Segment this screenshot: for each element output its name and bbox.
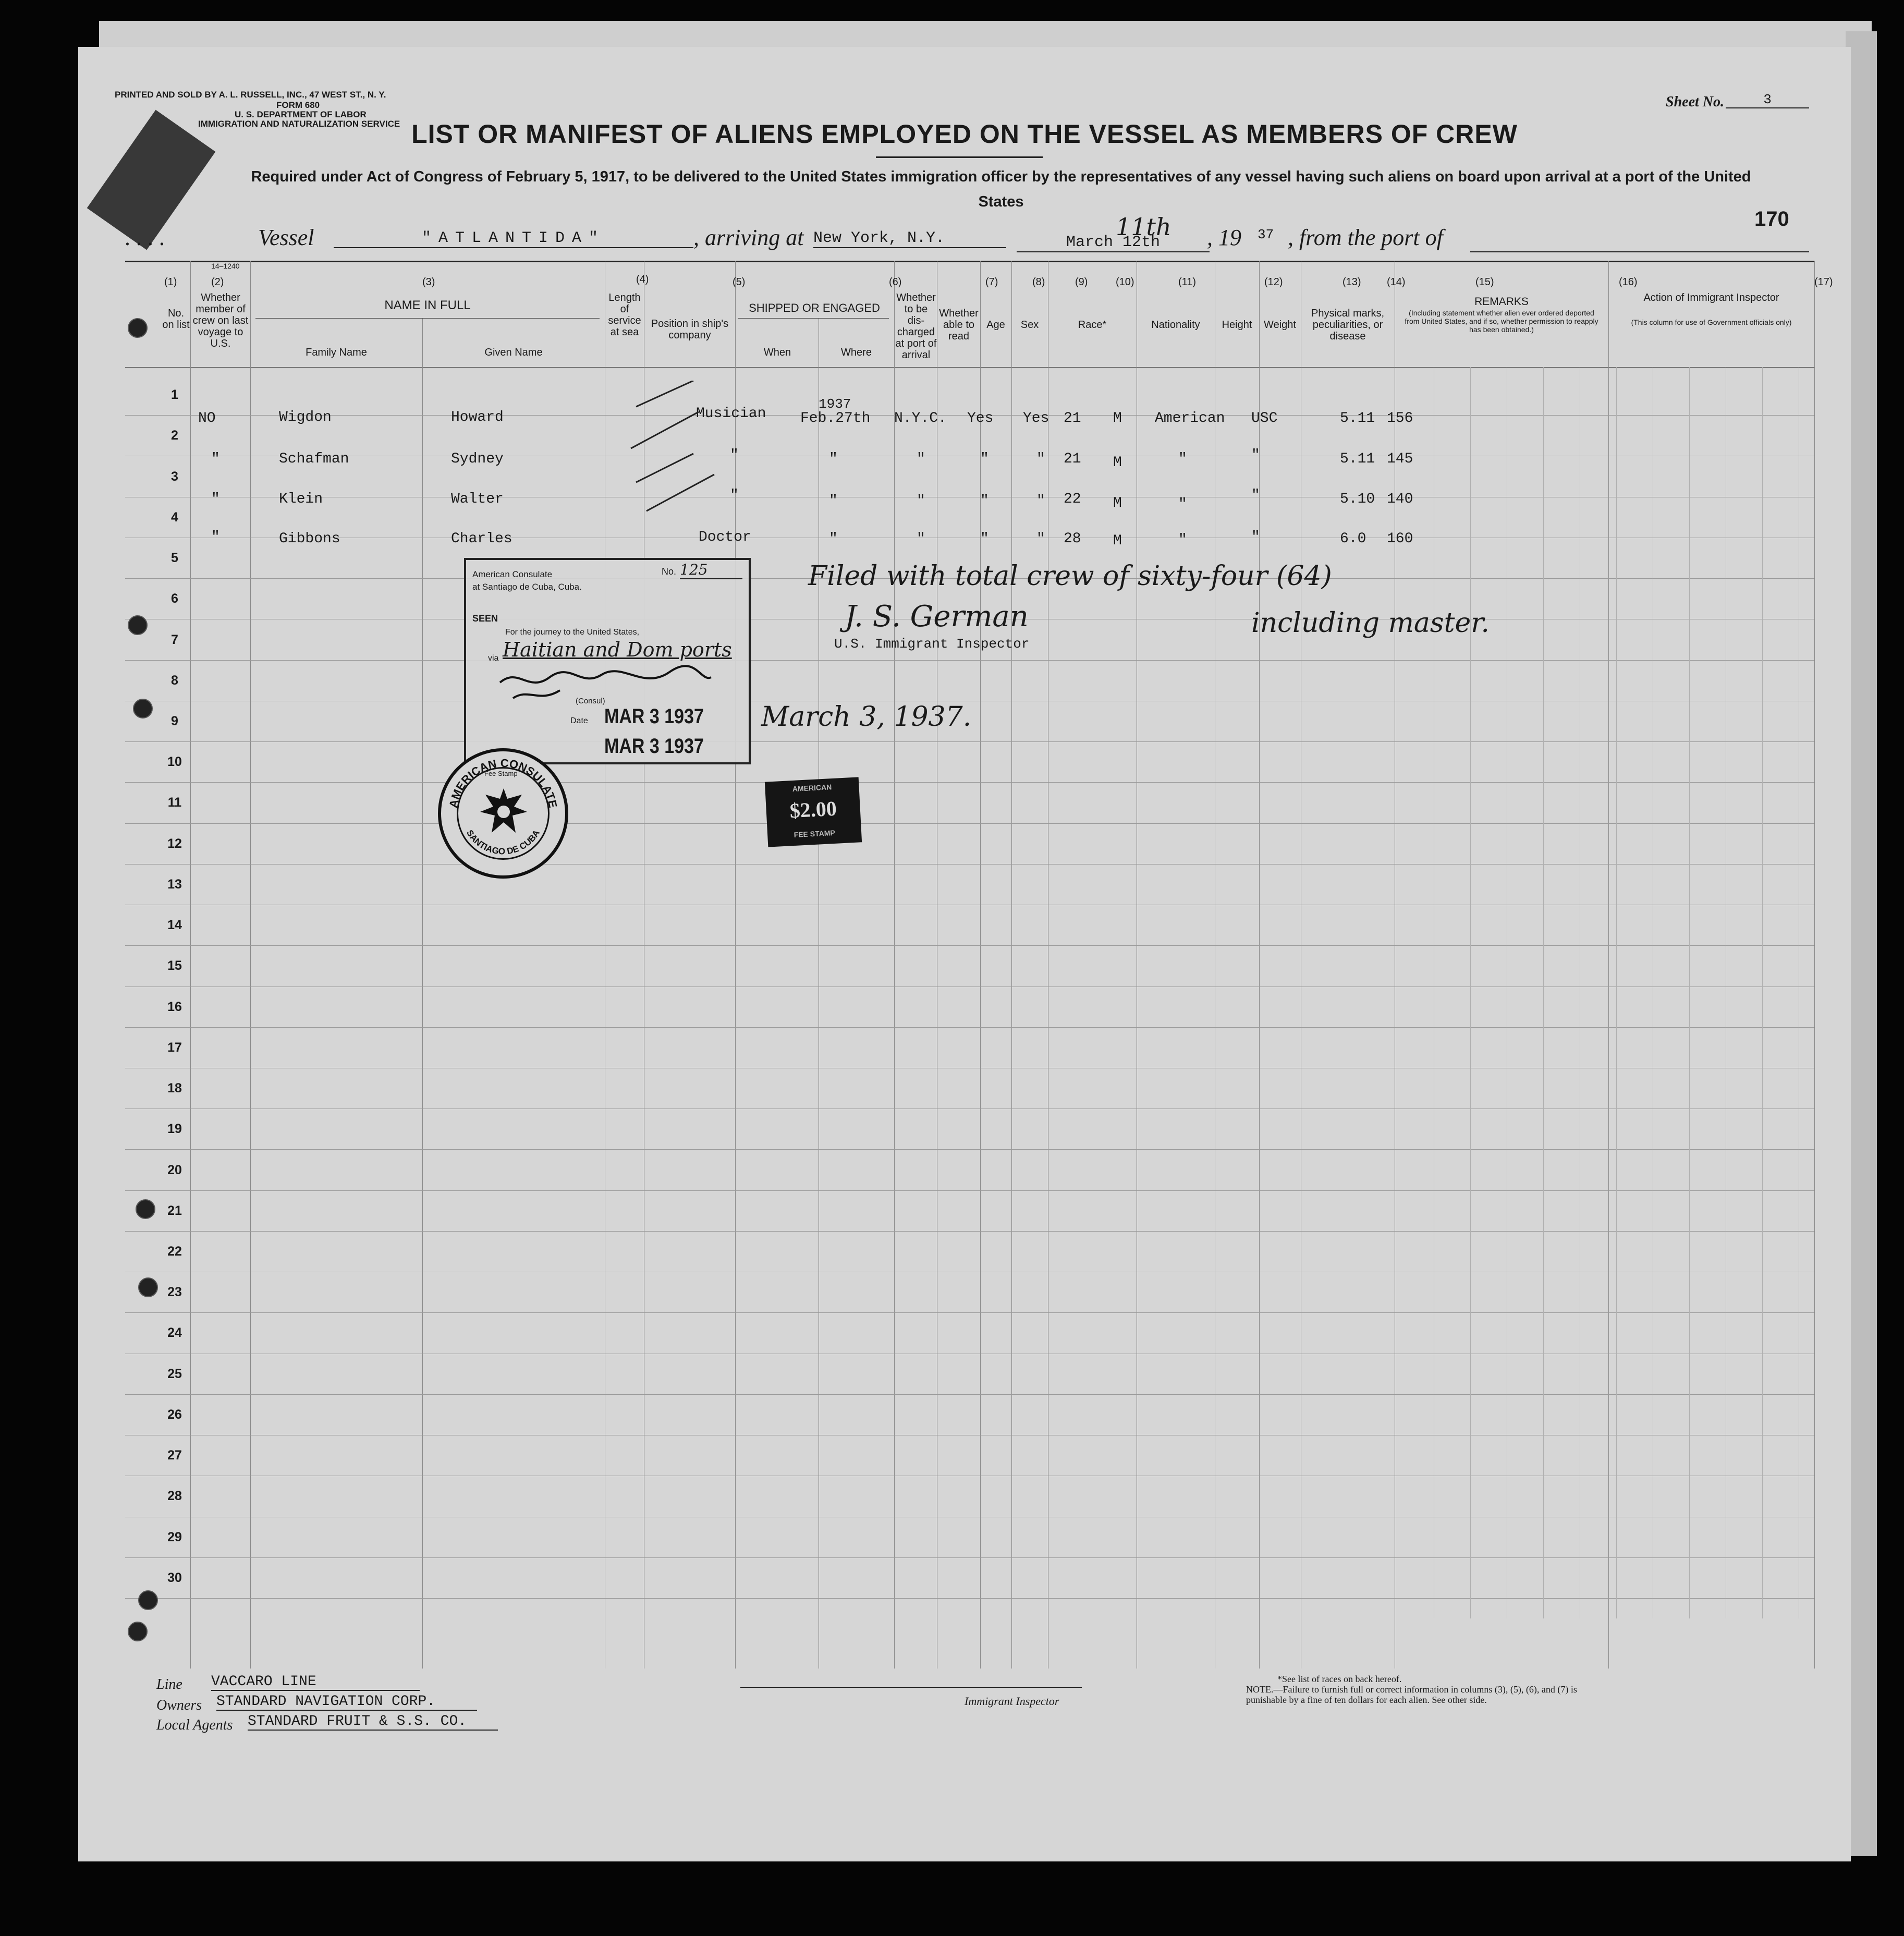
- row-2-where: ": [917, 451, 925, 467]
- from-port-label: , from the port of: [1288, 225, 1443, 250]
- header-able-to-read: Whether able to read: [939, 308, 979, 342]
- row-number: 3: [171, 469, 178, 484]
- column-number: (11): [1178, 276, 1197, 288]
- row-2-family-name: Schafman: [279, 451, 349, 467]
- grid-line: [1689, 367, 1690, 1618]
- row-4-last-voyage: ": [211, 529, 220, 545]
- header-shipped-engaged: SHIPPED OR ENGAGED: [749, 301, 880, 314]
- year-suffix: 37: [1258, 227, 1274, 242]
- row-3-family-name: Klein: [279, 491, 323, 507]
- column-number: (7): [985, 276, 998, 288]
- col-divider: [1608, 261, 1609, 1669]
- consulate-location: at Santiago de Cuba, Cuba.: [472, 582, 582, 592]
- row-number: 7: [171, 632, 178, 647]
- row-3-position: ": [730, 488, 739, 504]
- header-name-in-full: NAME IN FULL: [384, 298, 471, 312]
- row-rule: [125, 1312, 1814, 1313]
- col-divider: [1011, 261, 1012, 1669]
- row-1-weight: 156: [1387, 410, 1413, 427]
- row-3-last-voyage: ": [211, 491, 220, 507]
- row-2-discharged: ": [980, 451, 989, 467]
- row-rule: [125, 1557, 1814, 1558]
- printer-line: PRINTED AND SOLD BY A. L. RUSSELL, INC., 47 WEST ST., N. Y.: [115, 90, 386, 100]
- arriving-port: New York, N.Y.: [813, 229, 1006, 248]
- row-1-when: Feb.27th: [800, 410, 871, 427]
- row-number: 14: [167, 918, 182, 932]
- row-1-when-year: 1937: [819, 396, 851, 412]
- header-age: Age: [986, 319, 1005, 331]
- row-3-sex: M: [1113, 495, 1122, 512]
- arrival-date: March 12th: [1017, 234, 1210, 252]
- row-3-when: ": [829, 493, 838, 509]
- row-number: 23: [167, 1285, 182, 1299]
- arrival-date-correction: 11th: [1116, 213, 1171, 241]
- header-family-name: Family Name: [306, 347, 367, 358]
- row-number: 6: [171, 591, 178, 606]
- penalty-note: NOTE.—Failure to furnish full or correct information in columns (3), (5), (6), and (7) is punishable by a fine of ten dollars for each alien. See other side.: [1246, 1684, 1577, 1705]
- row-3-where: ": [917, 493, 925, 509]
- row-1-last-voyage: NO: [198, 410, 216, 427]
- row-2-when: ": [829, 451, 838, 467]
- row-rule: [125, 741, 1814, 742]
- row-number: 10: [167, 754, 182, 769]
- row-4-given-name: Charles: [451, 531, 512, 547]
- row-3-given-name: Walter: [451, 491, 504, 507]
- header-sex: Sex: [1020, 319, 1039, 331]
- service-line: IMMIGRATION AND NATURALIZATION SERVICE: [198, 119, 400, 129]
- department-line: U. S. DEPARTMENT OF LABOR: [235, 109, 367, 119]
- row-rule: [125, 1231, 1814, 1232]
- row-number: 26: [167, 1407, 182, 1422]
- header-no-on-list: No. on list: [162, 308, 190, 331]
- vessel-dots: . . . .: [125, 225, 165, 250]
- eagle-icon: [475, 783, 532, 841]
- row-rule: [125, 1149, 1814, 1150]
- row-number: 5: [171, 551, 178, 565]
- col-divider: [1814, 261, 1815, 1669]
- header-discharged: Whether to be dis-charged at port of arrival: [895, 292, 937, 361]
- sheet-number-value: 3: [1726, 92, 1809, 108]
- column-number: (17): [1814, 276, 1833, 288]
- row-1-able-to-read: Yes: [1023, 410, 1049, 427]
- row-number: 19: [167, 1122, 182, 1136]
- consul-signature: [497, 662, 716, 703]
- row-2-nationality: ": [1251, 447, 1260, 464]
- row-rule: [125, 1027, 1814, 1028]
- binder-hole: [138, 1277, 158, 1297]
- row-number: 17: [167, 1040, 182, 1055]
- binder-hole: [128, 1622, 148, 1641]
- consulate-seal: [438, 748, 568, 879]
- column-number: (15): [1475, 276, 1494, 288]
- vessel-label: Vessel: [258, 225, 314, 250]
- row-4-age: 28: [1064, 531, 1081, 547]
- vessel-name: "ATLANTIDA": [334, 229, 693, 248]
- row-number: 29: [167, 1530, 182, 1544]
- row-4-discharged: ": [980, 531, 989, 547]
- col-divider: [894, 261, 895, 1669]
- row-number: 8: [171, 673, 178, 688]
- row-4-when: ": [829, 531, 838, 547]
- consul-label: (Consul): [576, 697, 605, 705]
- fee-stamp-bottom: FEE STAMP: [794, 828, 836, 839]
- row-2-given-name: Sydney: [451, 451, 504, 467]
- header-length-of-service: Length of service at sea: [608, 292, 641, 338]
- header-inspector-action-note: (This column for use of Government officials only): [1631, 318, 1792, 326]
- sheet-number-label: Sheet No.: [1666, 94, 1724, 110]
- crew-total-note: Filed with total crew of sixty-four (64): [808, 561, 1332, 592]
- row-4-nationality: ": [1251, 529, 1260, 545]
- row-1-age: 21: [1064, 410, 1081, 427]
- col-divider: [250, 261, 251, 1669]
- row-number: 13: [167, 877, 182, 892]
- row-number: 24: [167, 1325, 182, 1340]
- row-1-sex: M: [1113, 410, 1122, 427]
- consulate-office: American Consulate: [472, 569, 553, 579]
- row-number: 1: [171, 387, 178, 402]
- date-stamp-2: MAR 3 1937: [604, 735, 704, 758]
- date-handwritten: March 3, 1937.: [761, 701, 972, 733]
- column-number: (1): [164, 276, 177, 288]
- header-bottom-rule: [125, 367, 1814, 368]
- row-1-nationality: USC: [1251, 410, 1278, 427]
- row-1-position: Musician: [696, 406, 766, 422]
- col-divider: [1259, 261, 1260, 1669]
- row-1-height: 5.11: [1340, 410, 1375, 427]
- row-2-sex: M: [1113, 455, 1122, 471]
- header-given-name: Given Name: [484, 347, 543, 358]
- header-physical-marks: Physical marks, peculiarities, or disease: [1311, 308, 1385, 342]
- row-4-weight: 160: [1387, 531, 1413, 547]
- form-number: FORM 680: [276, 100, 320, 110]
- fee-stamp-top: AMERICAN: [792, 783, 832, 794]
- row-2-height: 5.11: [1340, 451, 1375, 467]
- consulate-no-value: 125: [680, 561, 742, 579]
- binder-hole: [136, 1199, 155, 1219]
- row-number: 15: [167, 958, 182, 973]
- seal-inner-ring: [457, 767, 550, 860]
- line-label: Line: [156, 1676, 182, 1693]
- binder-hole: [128, 615, 148, 635]
- header-when: When: [763, 347, 791, 358]
- crew-total-note-line2: including master.: [1251, 607, 1490, 639]
- row-number: 25: [167, 1367, 182, 1381]
- row-3-height: 5.10: [1340, 491, 1375, 507]
- col-divider: [980, 261, 981, 1669]
- header-race: Race*: [1078, 319, 1107, 331]
- row-4-race: ": [1178, 532, 1187, 548]
- row-rule: [125, 1190, 1814, 1191]
- col-divider: [422, 318, 423, 1669]
- row-3-discharged: ": [980, 493, 989, 509]
- row-3-able-to-read: ": [1036, 493, 1045, 509]
- col-divider: [190, 261, 191, 1669]
- row-rule: [125, 823, 1814, 824]
- binder-hole: [133, 699, 153, 719]
- header-position: Position in ship's company: [651, 318, 729, 341]
- binder-hole: [138, 1590, 158, 1610]
- row-1-discharged: Yes: [967, 410, 994, 427]
- row-3-nationality: ": [1251, 488, 1260, 504]
- binder-hole: [128, 318, 148, 338]
- grid-line: [1470, 367, 1471, 1618]
- seal-inner-text: Fee Stamp: [484, 770, 518, 777]
- via-value: Haitian and Dom ports: [503, 638, 732, 661]
- column-number: (10): [1116, 276, 1134, 288]
- year-prefix: , 19: [1207, 225, 1241, 250]
- grid-line: [1762, 367, 1763, 1618]
- row-2-position: ": [730, 447, 739, 464]
- row-number: 2: [171, 428, 178, 443]
- svg-text:AMERICAN CONSULATE: AMERICAN CONSULATE: [446, 756, 560, 809]
- column-number: (5): [733, 276, 746, 288]
- column-number: (14): [1387, 276, 1406, 288]
- line-value: VACCARO LINE: [211, 1674, 420, 1691]
- column-number: (2): [211, 276, 224, 288]
- row-rule: [125, 1394, 1814, 1395]
- immigrant-inspector-label: Immigrant Inspector: [965, 1695, 1059, 1708]
- col-divider: [735, 261, 736, 1669]
- row-3-race: ": [1178, 496, 1187, 513]
- table-top-rule: [125, 261, 1814, 262]
- row-4-able-to-read: ": [1036, 531, 1045, 547]
- row-number: 11: [167, 795, 182, 810]
- header-weight: Weight: [1264, 319, 1296, 331]
- local-agents-label: Local Agents: [156, 1717, 233, 1733]
- row-number: 16: [167, 1000, 182, 1014]
- document-title: LIST OR MANIFEST OF ALIENS EMPLOYED ON THE VESSEL AS MEMBERS OF CREW: [411, 119, 1518, 149]
- row-1-race: American: [1155, 410, 1225, 427]
- header-last-voyage: Whether member of crew on last voyage to U.S.: [192, 292, 249, 349]
- row-2-able-to-read: ": [1036, 451, 1045, 467]
- owners-value: STANDARD NAVIGATION CORP.: [216, 1694, 477, 1711]
- header-inspector-action: Action of Immigrant Inspector: [1643, 292, 1779, 303]
- row-4-where: ": [917, 531, 925, 547]
- consulate-visa-stamp: [464, 558, 751, 764]
- fee-stamp-value: $2.00: [789, 796, 837, 823]
- row-rule: [125, 660, 1814, 661]
- via-label: via: [488, 654, 499, 663]
- journey-label: For the journey to the United States,: [505, 628, 640, 637]
- grid-line: [1616, 367, 1617, 1618]
- svg-text:SANTIAGO DE CUBA: SANTIAGO DE CUBA: [465, 828, 542, 857]
- row-number: 22: [167, 1244, 182, 1259]
- row-3-weight: 140: [1387, 491, 1413, 507]
- row-number: 27: [167, 1448, 182, 1463]
- column-number: (8): [1032, 276, 1045, 288]
- column-number: (13): [1342, 276, 1361, 288]
- header-height: Height: [1222, 319, 1252, 331]
- column-number: (9): [1075, 276, 1088, 288]
- row-number: 21: [167, 1203, 182, 1218]
- document-subtitle: Required under Act of Congress of February 5, 1917, to be delivered to the United States immigration officer by the representatives of any vessel having such aliens on board upon arrival at a port of the United States: [251, 168, 1751, 210]
- column-number: (6): [889, 276, 902, 288]
- row-2-race: ": [1178, 451, 1187, 467]
- row-1-family-name: Wigdon: [279, 409, 332, 425]
- row-4-family-name: Gibbons: [279, 531, 340, 547]
- page-number: 170: [1754, 208, 1789, 230]
- column-number: (12): [1264, 276, 1283, 288]
- service-length-strokes: [626, 381, 730, 537]
- row-number: 4: [171, 510, 178, 525]
- title-rule: [876, 156, 1043, 158]
- column-number: (4): [636, 274, 649, 285]
- inspector-signature-line: [740, 1687, 1082, 1688]
- row-number: 30: [167, 1570, 182, 1585]
- form-code: 14–1240: [211, 262, 240, 270]
- seen-label: SEEN: [472, 613, 498, 624]
- row-2-age: 21: [1064, 451, 1081, 467]
- manifest-sheet: [78, 47, 1851, 1861]
- row-2-last-voyage: ": [211, 451, 220, 467]
- row-3-age: 22: [1064, 491, 1081, 507]
- owners-label: Owners: [156, 1697, 202, 1713]
- row-number: 20: [167, 1163, 182, 1177]
- arriving-label: , arriving at: [693, 225, 804, 250]
- row-number: 12: [167, 836, 182, 851]
- inspector-signature: J. S. German: [845, 600, 1029, 634]
- header-remarks: REMARKS: [1474, 296, 1529, 308]
- row-2-weight: 145: [1387, 451, 1413, 467]
- consular-fee-stamp: [765, 777, 862, 847]
- column-number: (16): [1619, 276, 1638, 288]
- row-1-given-name: Howard: [451, 409, 504, 425]
- row-number: 18: [167, 1081, 182, 1095]
- date-stamp-1: MAR 3 1937: [604, 705, 704, 728]
- name-group-rule: [255, 318, 600, 319]
- row-1-where: N.Y.C.: [894, 410, 947, 427]
- row-4-position: Doctor: [699, 529, 751, 545]
- from-port-blank: [1470, 251, 1809, 252]
- date-label: Date: [570, 716, 588, 725]
- row-rule: [125, 782, 1814, 783]
- grid-line: [1543, 367, 1544, 1618]
- row-rule: [125, 1598, 1814, 1599]
- header-remarks-note: (Including statement whether alien ever ordered deported from United States, and if so, whether permission to reapply has been obtained.): [1405, 309, 1598, 334]
- row-4-sex: M: [1113, 533, 1122, 549]
- races-note: *See list of races on back hereof.: [1277, 1674, 1402, 1684]
- row-number: 28: [167, 1489, 182, 1503]
- row-rule: [125, 945, 1814, 946]
- row-4-height: 6.0: [1340, 531, 1366, 547]
- inspector-title: U.S. Immigrant Inspector: [834, 636, 1030, 652]
- row-number: 9: [171, 714, 178, 728]
- column-number: (3): [422, 276, 435, 288]
- shipped-group-rule: [738, 318, 889, 319]
- consulate-no-label: No.: [662, 566, 677, 577]
- header-nationality: Nationality: [1151, 319, 1200, 331]
- header-where: Where: [841, 347, 872, 358]
- local-agents-value: STANDARD FRUIT & S.S. CO.: [248, 1713, 498, 1731]
